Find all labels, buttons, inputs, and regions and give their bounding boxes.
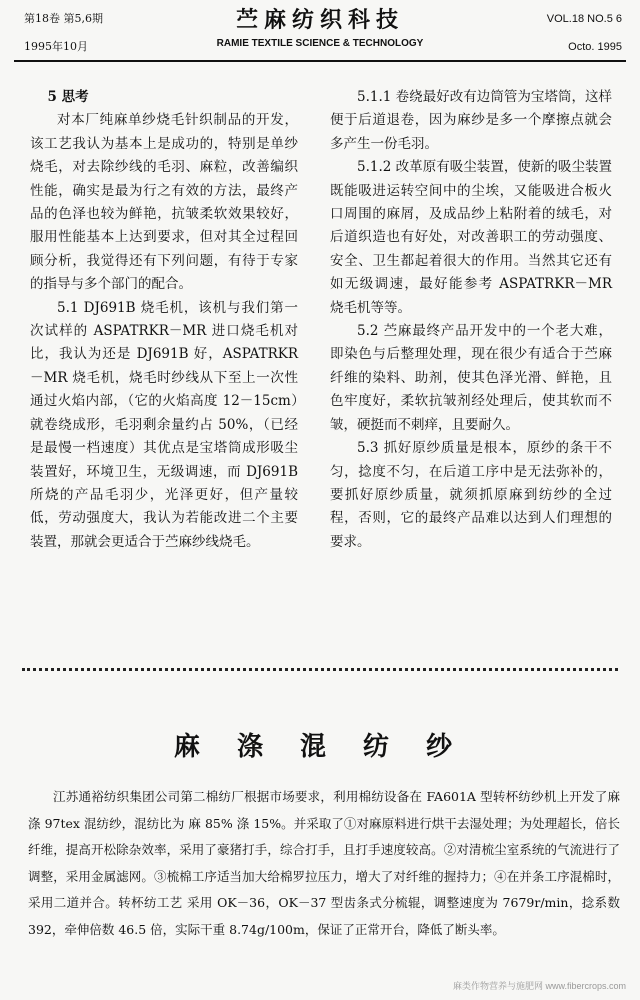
left-column [30,86,298,554]
journal-title: 苎麻纺织科技 [235,7,404,33]
volume-en: VOL.18 NO.5 6 [546,13,622,25]
watermark-text: 麻类作物营养与施肥网 www.fibercrops.com [452,981,626,991]
paragraph: 5.2 苎麻最终产品开发中的一个老大难，即染色与后整理处理，现在很少有适合于苎麻纤维的染料、助剂，使其色泽光滑、鲜艳，且色牢度好，柔软抗皱剂经处理后，使其软而不皱，硬挺而不刺痒，且要耐久。 [330,323,612,433]
paragraph: 5.1 DJ691B 烧毛机，该机与我们第一次试样的 ASPATRKR－MR 进口烧毛机对比，我认为还是 DJ691B 好，ASPATRKR－MR 烧毛机，烧毛时纱线从下至上一次性通过火焰内部，（它的火焰高度 12－15cm）就卷绕成形，毛羽剩余量约占 50%，（已经是最慢一档速度）其优点是宝塔筒成形吸尘装置好，环境卫生，无级调速，而 DJ691B 所烧的产品毛羽少，光泽更好，但产量较低，劳动强度大，我认为若能改进二个主要装置，那就会更适合于苎麻纱线烧毛。 [30,299,298,550]
page-header [0,0,640,64]
right-column [330,86,612,554]
section-heading: 5 思考 [47,89,89,105]
paragraph: 5.1.1 卷绕最好改有边筒管为宝塔筒，这样便于后道退卷，因为麻纱是多一个摩擦点就会多产生一份毛羽。 [330,89,612,152]
issue-date: 1995年10月 [24,40,88,53]
journal-subtitle: RAMIE TEXTILE SCIENCE & TECHNOLOGY [216,38,424,49]
dotted-separator [22,668,618,671]
header-rule [14,60,626,62]
article-body: 江苏通裕纺织集团公司第二棉纺厂根据市场要求，利用棉纺设备在 FA601A 型转杯纺纱机上开发了麻涤 97tex 混纺纱，混纺比为 麻 85% 涤 15%。并采取了①对麻原料进行烘干去湿处理；为处理超长，倍长纤维，提高开松除杂效率，采用了豪猪打手，综合打手，且打手速度较高。②对清梳尘室系统的气流进行了调整，采用金属滤网。③梳棉工序适当加大给棉罗拉压力，增大了对纤维的握持力；④在并条工序混棉时，采用二道并合。转杯纺工艺 采用 OK－36，OK－37 型齿条式分梳辊，调整速度为 7679r/min，捻系数 392，牵伸倍数 46.5 倍，实际干重 8.74g/100m，保证了正常开台，降低了断头率。 [28,789,620,937]
article-title: 麻 涤 混 纺 纱 [173,732,467,762]
issue-number: 第18卷 第5,6期 [24,12,103,25]
paragraph: 5.3 抓好原纱质量是根本，原纱的条干不匀，捻度不匀，在后道工序中是无法弥补的，要抓好原纱质量，就须抓原麻到纺纱的全过程，否则，它的最终产品难以达到人们理想的要求。 [330,440,612,550]
paragraph: 5.1.2 改革原有吸尘装置，使新的吸尘装置既能吸进运转空间中的尘埃，又能吸进合板火口周围的麻屑，及成品纱上粘附着的绒毛，对后道织造也有好处，对改善职工的劳动强度、安全、卫生都起着很大的作用。当然其它还有如无级调速，最好能参考 ASPATRKR－MR 烧毛机等等。 [330,159,612,316]
paragraph: 对本厂纯麻单纱烧毛针织制品的开发，该工艺我认为基本上是成功的，特别是单纱烧毛，对去除纱线的毛羽、麻粒，改善编织性能，确实是最为行之有效的方法，最终产品的色泽也较为鲜艳，抗皱柔软效果较好，服用性能基本上达到要求，但对其全过程回顾分析，我觉得还有下列问题，有待于专家的指导与多个部门的配合。 [30,112,298,293]
date-en: Octo. 1995 [568,41,622,53]
